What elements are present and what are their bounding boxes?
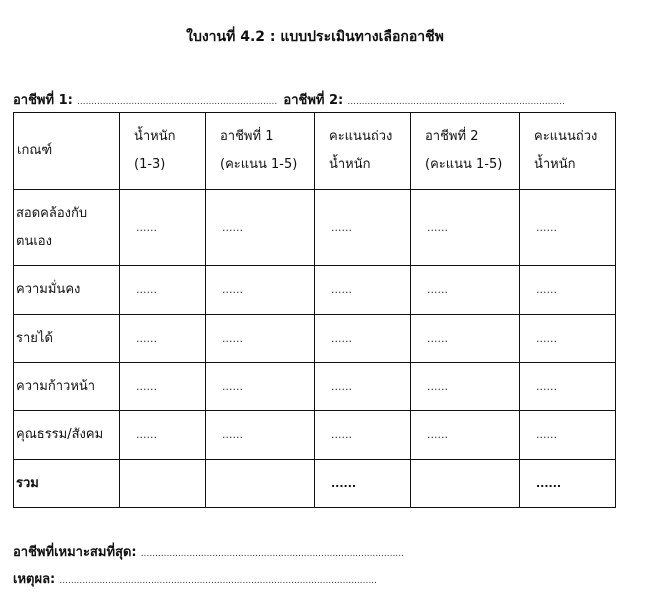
total-career2-weighted-cell[interactable]: ...... (520, 460, 616, 508)
worksheet-title: ใบงานที่ 4.2 : แบบประเมินทางเลือกอาชีพ (186, 29, 444, 45)
career2-weighted-cell[interactable]: ...... (520, 190, 616, 266)
total-label: รวม (14, 460, 120, 508)
career2-score-cell[interactable]: ...... (411, 363, 520, 411)
career1-weighted-cell[interactable]: ...... (315, 266, 411, 315)
header-career2-score: อาชีพที่ 2 (คะแนน 1-5) (411, 113, 520, 190)
criterion-label: ความก้าวหน้า (14, 363, 120, 411)
total-weight-cell (120, 460, 206, 508)
criterion-label: ความมั่นคง (14, 266, 120, 315)
header-career1-score: อาชีพที่ 1 (คะแนน 1-5) (206, 113, 315, 190)
career-fields-line (13, 89, 565, 110)
career2-weighted-cell[interactable]: ...... (520, 266, 616, 315)
header-career2-weighted: คะแนนถ่วง น้ำหนัก (520, 113, 616, 190)
weight-cell[interactable]: ...... (120, 266, 206, 315)
career1-score-cell[interactable]: ...... (206, 411, 315, 460)
table-row (14, 363, 616, 411)
table-row (14, 315, 616, 363)
total-row (14, 460, 616, 508)
career1-weighted-cell[interactable]: ...... (315, 190, 411, 266)
table-row (14, 190, 616, 266)
career2-score-cell[interactable]: ...... (411, 266, 520, 315)
career1-score-cell[interactable]: ...... (206, 266, 315, 315)
career1-score-cell[interactable]: ...... (206, 315, 315, 363)
weight-cell[interactable]: ...... (120, 190, 206, 266)
evaluation-table (13, 112, 616, 508)
header-weight: น้ำหนัก (1-3) (120, 113, 206, 190)
table-row (14, 411, 616, 460)
career1-weighted-cell[interactable]: ...... (315, 363, 411, 411)
career1-weighted-cell[interactable]: ...... (315, 411, 411, 460)
criterion-label: รายได้ (14, 315, 120, 363)
career1-label: อาชีพที่ 1: (13, 93, 73, 108)
best-career-blank[interactable]: ............................................................................................ (140, 549, 404, 559)
career2-score-cell[interactable]: ...... (411, 190, 520, 266)
total-career1-weighted-cell[interactable]: ...... (315, 460, 411, 508)
best-career-label: อาชีพที่เหมาะสมที่สุด: (13, 545, 137, 560)
weight-cell[interactable]: ...... (120, 411, 206, 460)
reason-blank[interactable]: ............................................................................................................... (59, 576, 377, 586)
total-career1-score-cell (206, 460, 315, 508)
career2-weighted-cell[interactable]: ...... (520, 315, 616, 363)
career2-score-cell[interactable]: ...... (411, 315, 520, 363)
reason-label: เหตุผล: (13, 572, 56, 587)
criterion-label: คุณธรรม/สังคม (14, 411, 120, 460)
weight-cell[interactable]: ...... (120, 315, 206, 363)
header-criteria: เกณฑ์ (14, 113, 120, 190)
weight-cell[interactable]: ...... (120, 363, 206, 411)
career2-label: อาชีพที่ 2: (283, 93, 344, 108)
career1-score-cell[interactable]: ...... (206, 190, 315, 266)
table-row (14, 266, 616, 315)
career1-blank[interactable]: ...................................................................... (76, 97, 278, 107)
career2-weighted-cell[interactable]: ...... (520, 363, 616, 411)
criterion-label: สอดคล้องกับ ตนเอง (14, 190, 120, 266)
career2-blank[interactable]: ............................................................................ (347, 97, 565, 107)
career1-weighted-cell[interactable]: ...... (315, 315, 411, 363)
best-career-line (13, 541, 404, 562)
header-career1-weighted: คะแนนถ่วง น้ำหนัก (315, 113, 411, 190)
reason-line (13, 568, 377, 589)
career1-score-cell[interactable]: ...... (206, 363, 315, 411)
career2-score-cell[interactable]: ...... (411, 411, 520, 460)
total-career2-score-cell (411, 460, 520, 508)
header-row (14, 113, 616, 190)
career2-weighted-cell[interactable]: ...... (520, 411, 616, 460)
